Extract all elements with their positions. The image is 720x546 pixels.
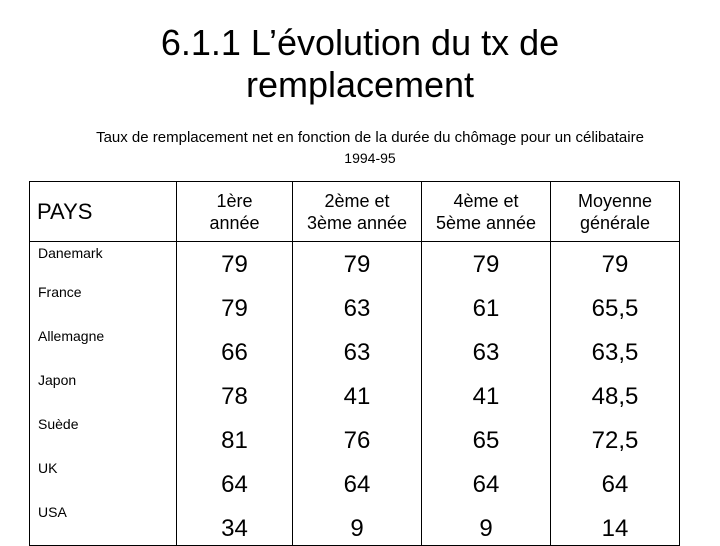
- slide-title: [0, 22, 720, 106]
- table-row: [30, 369, 680, 413]
- value-cell: 64: [422, 457, 551, 501]
- header-average: Moyenne générale: [551, 182, 680, 242]
- header-years-2-3: 2ème et 3ème année: [293, 182, 422, 242]
- value-cell: 48,5: [551, 369, 680, 413]
- country-cell: USA: [30, 501, 177, 546]
- country-cell: Suède: [30, 413, 177, 457]
- value-cell: 41: [422, 369, 551, 413]
- country-cell: Allemagne: [30, 325, 177, 369]
- table-row: [30, 413, 680, 457]
- value-cell: 66: [177, 325, 293, 369]
- table-header-row: [30, 182, 680, 242]
- value-cell: 65,5: [551, 281, 680, 325]
- table-row: [30, 457, 680, 501]
- table-caption-period: 1994-95: [344, 150, 396, 166]
- table-caption: [10, 128, 720, 168]
- value-cell: 79: [551, 242, 680, 282]
- table-row: [30, 501, 680, 546]
- value-cell: 63: [293, 325, 422, 369]
- value-cell: 41: [293, 369, 422, 413]
- table-caption-text: Taux de remplacement net en fonction de la durée du chômage pour un célibataire: [96, 129, 644, 146]
- country-cell: Danemark: [30, 242, 177, 282]
- value-cell: 9: [293, 501, 422, 546]
- replacement-rate-table: [29, 181, 680, 546]
- country-cell: France: [30, 281, 177, 325]
- header-year-1: 1ère année: [177, 182, 293, 242]
- value-cell: 79: [177, 281, 293, 325]
- value-cell: 79: [293, 242, 422, 282]
- country-cell: UK: [30, 457, 177, 501]
- value-cell: 79: [177, 242, 293, 282]
- header-years-4-5: 4ème et 5ème année: [422, 182, 551, 242]
- value-cell: 72,5: [551, 413, 680, 457]
- value-cell: 78: [177, 369, 293, 413]
- value-cell: 34: [177, 501, 293, 546]
- value-cell: 81: [177, 413, 293, 457]
- value-cell: 61: [422, 281, 551, 325]
- table-body: [30, 242, 680, 546]
- value-cell: 14: [551, 501, 680, 546]
- header-country: PAYS: [30, 182, 177, 242]
- value-cell: 64: [177, 457, 293, 501]
- value-cell: 63,5: [551, 325, 680, 369]
- slide-title-line-2: remplacement: [245, 64, 475, 105]
- country-cell: Japon: [30, 369, 177, 413]
- value-cell: 79: [422, 242, 551, 282]
- table-row: [30, 325, 680, 369]
- value-cell: 9: [422, 501, 551, 546]
- slide-title-line-1: 6.1.1 L’évolution du tx de: [160, 22, 560, 63]
- table-row: [30, 242, 680, 282]
- value-cell: 64: [551, 457, 680, 501]
- table-row: [30, 281, 680, 325]
- value-cell: 63: [293, 281, 422, 325]
- value-cell: 64: [293, 457, 422, 501]
- value-cell: 65: [422, 413, 551, 457]
- value-cell: 63: [422, 325, 551, 369]
- value-cell: 76: [293, 413, 422, 457]
